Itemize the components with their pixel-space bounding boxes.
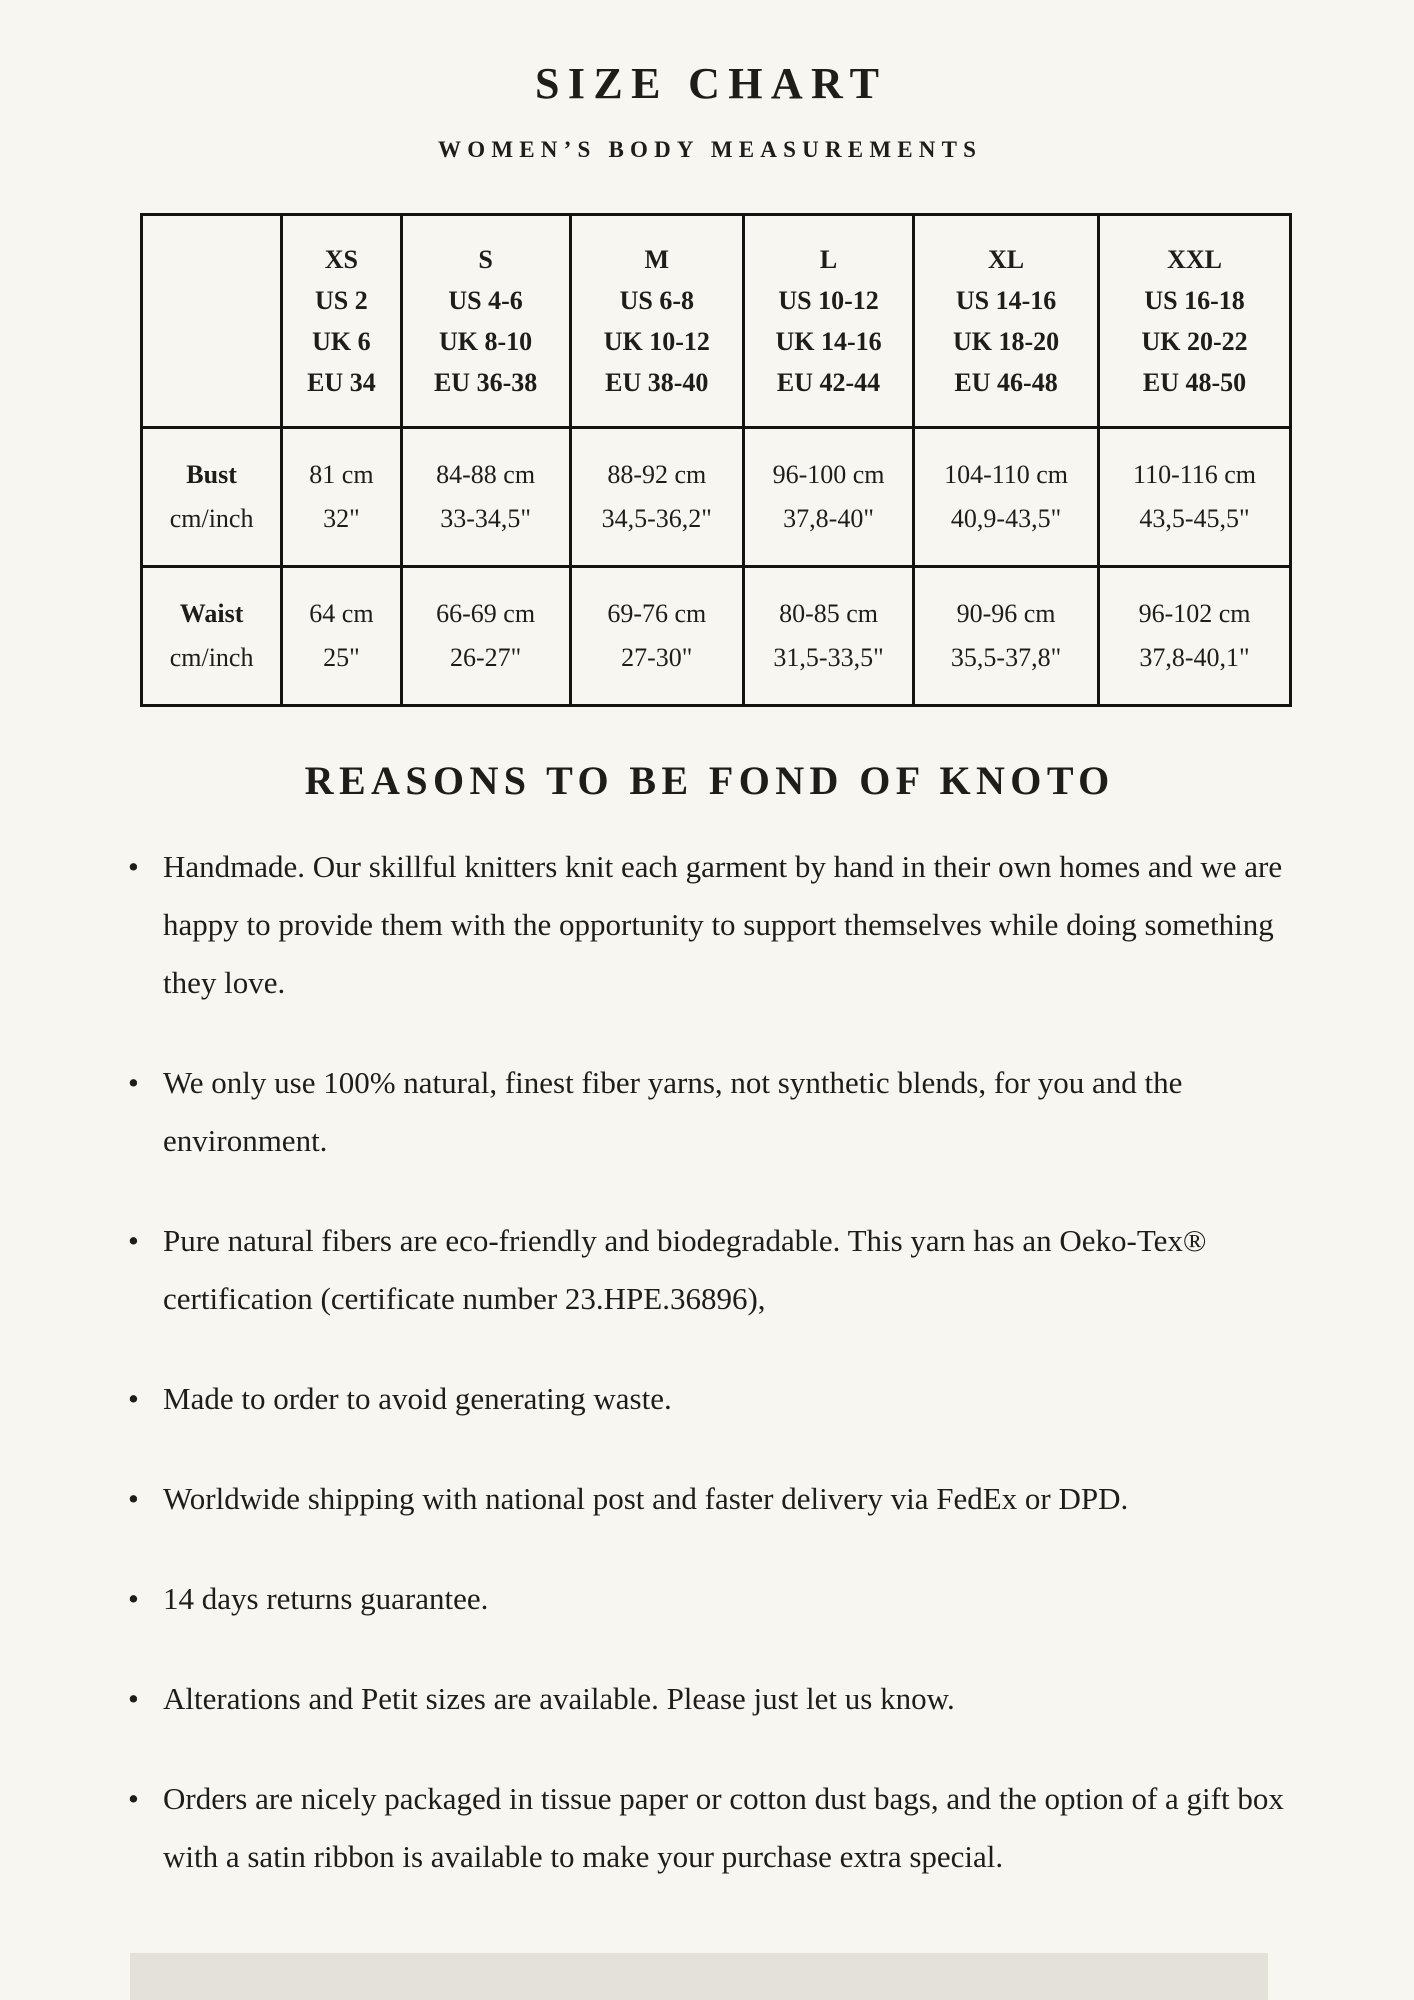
eu-size-label: EU 36-38 (433, 368, 538, 398)
list-item: • 14 days returns guarantee. (128, 1570, 1284, 1628)
uk-size-label: UK 6 (312, 327, 371, 356)
size-column-header (1099, 215, 1291, 428)
size-label: L (819, 244, 838, 274)
eu-size-label: EU 38-40 (605, 368, 709, 398)
size-label: S (478, 244, 493, 274)
measurement-label: Waist (179, 598, 244, 628)
measurement-cell (744, 428, 914, 567)
measurement-cell (282, 428, 401, 567)
measurement-cm: 90-96 cm (956, 598, 1056, 628)
reasons-heading: REASONS TO BE FOND OF KNOTO (304, 758, 1115, 803)
size-label: XS (324, 244, 359, 274)
measurement-cm: 110-116 cm (1133, 459, 1257, 489)
us-size-label: US 4-6 (448, 285, 523, 315)
list-item: • Worldwide shipping with national post and faster delivery via FedEx or DPD. (128, 1470, 1284, 1528)
measurement-cm: 84-88 cm (436, 459, 536, 489)
measurement-row (142, 567, 1291, 706)
measurement-inch: 35,5-37,8" (950, 643, 1062, 672)
measurement-cell (401, 567, 570, 706)
bottom-section-bar (130, 1953, 1268, 2000)
page-subtitle: WOMEN’S BODY MEASUREMENTS (438, 137, 983, 162)
uk-size-label: UK 18-20 (952, 327, 1060, 356)
measurement-inch: 32" (323, 504, 360, 533)
measurement-unit: cm/inch (169, 504, 254, 533)
measurement-cell (282, 567, 401, 706)
us-size-label: US 14-16 (955, 285, 1057, 315)
measurement-cm: 88-92 cm (607, 459, 707, 489)
list-item: • Alterations and Petit sizes are available. Please just let us know. (128, 1670, 1284, 1728)
reasons-list (0, 838, 1414, 1886)
measurement-cell (744, 567, 914, 706)
size-label: XL (988, 244, 1025, 274)
eu-size-label: EU 34 (307, 368, 376, 398)
measurement-cell (401, 428, 570, 567)
measurement-inch: 25" (323, 643, 360, 672)
measurement-inch: 37,8-40" (783, 504, 874, 533)
measurement-inch: 43,5-45,5" (1139, 504, 1250, 533)
measurement-cell (914, 428, 1099, 567)
us-size-label: US 6-8 (619, 285, 694, 315)
list-item: • Pure natural fibers are eco-friendly and biodegradable. This yarn has an Oeko-Tex® certification (certificate number 23.HPE.36896), (128, 1212, 1284, 1328)
measurement-inch: 40,9-43,5" (950, 504, 1062, 533)
measurement-cell (1099, 428, 1291, 567)
us-size-label: US 16-18 (1144, 285, 1245, 315)
measurement-unit: cm/inch (169, 643, 254, 672)
measurement-inch: 33-34,5" (440, 504, 531, 533)
eu-size-label: EU 46-48 (954, 368, 1058, 398)
eu-size-label: EU 42-44 (776, 368, 881, 398)
measurement-inch: 34,5-36,2" (601, 504, 712, 533)
uk-size-label: UK 10-12 (603, 327, 710, 356)
measurement-cm: 96-100 cm (772, 459, 885, 489)
measurement-cm: 64 cm (309, 598, 374, 628)
measurement-row-header (142, 428, 282, 567)
measurement-cm: 80-85 cm (779, 598, 879, 628)
measurement-cm: 81 cm (309, 459, 374, 489)
size-label: XXL (1167, 244, 1222, 274)
list-item: • Made to order to avoid generating waste. (128, 1370, 1284, 1428)
uk-size-label: UK 20-22 (1141, 327, 1248, 356)
us-size-label: US 2 (315, 285, 368, 315)
measurement-row-header (142, 567, 282, 706)
size-column-header (914, 215, 1099, 428)
measurement-cell (570, 428, 743, 567)
measurement-inch: 31,5-33,5" (773, 643, 884, 672)
size-column-header (401, 215, 570, 428)
measurement-row (142, 428, 1291, 567)
measurement-cm: 69-76 cm (607, 598, 707, 628)
measurement-cell (1099, 567, 1291, 706)
measurement-inch: 26-27" (449, 643, 522, 672)
size-column-header (744, 215, 914, 428)
list-item: • Handmade. Our skillful knitters knit each garment by hand in their own homes and we are happy to provide them with the opportunity to support themselves while doing something they love. (128, 838, 1284, 1012)
size-table-head (142, 215, 1291, 428)
list-item: • Orders are nicely packaged in tissue paper or cotton dust bags, and the option of a gift box with a satin ribbon is available to make your purchase extra special. (128, 1770, 1284, 1886)
list-item: • We only use 100% natural, finest fiber yarns, not synthetic blends, for you and the environment. (128, 1054, 1284, 1170)
corner-cell (142, 215, 282, 428)
uk-size-label: UK 14-16 (775, 327, 882, 356)
size-chart-table (140, 213, 1292, 707)
measurement-cell (914, 567, 1099, 706)
size-table-body (142, 428, 1291, 706)
uk-size-label: UK 8-10 (439, 327, 533, 356)
eu-size-label: EU 48-50 (1142, 368, 1247, 398)
measurement-inch: 27-30" (621, 643, 693, 672)
size-column-header (282, 215, 401, 428)
measurement-inch: 37,8-40,1" (1139, 643, 1250, 672)
measurement-cell (570, 567, 743, 706)
page-title: SIZE CHART (535, 59, 888, 108)
us-size-label: US 10-12 (778, 285, 879, 315)
measurement-cm: 96-102 cm (1138, 598, 1251, 628)
measurement-label: Bust (186, 459, 237, 489)
measurement-cm: 66-69 cm (436, 598, 536, 628)
size-column-header (570, 215, 743, 428)
size-label: M (644, 244, 670, 274)
measurement-cm: 104-110 cm (944, 459, 1069, 489)
size-table-header-row (142, 215, 1291, 428)
